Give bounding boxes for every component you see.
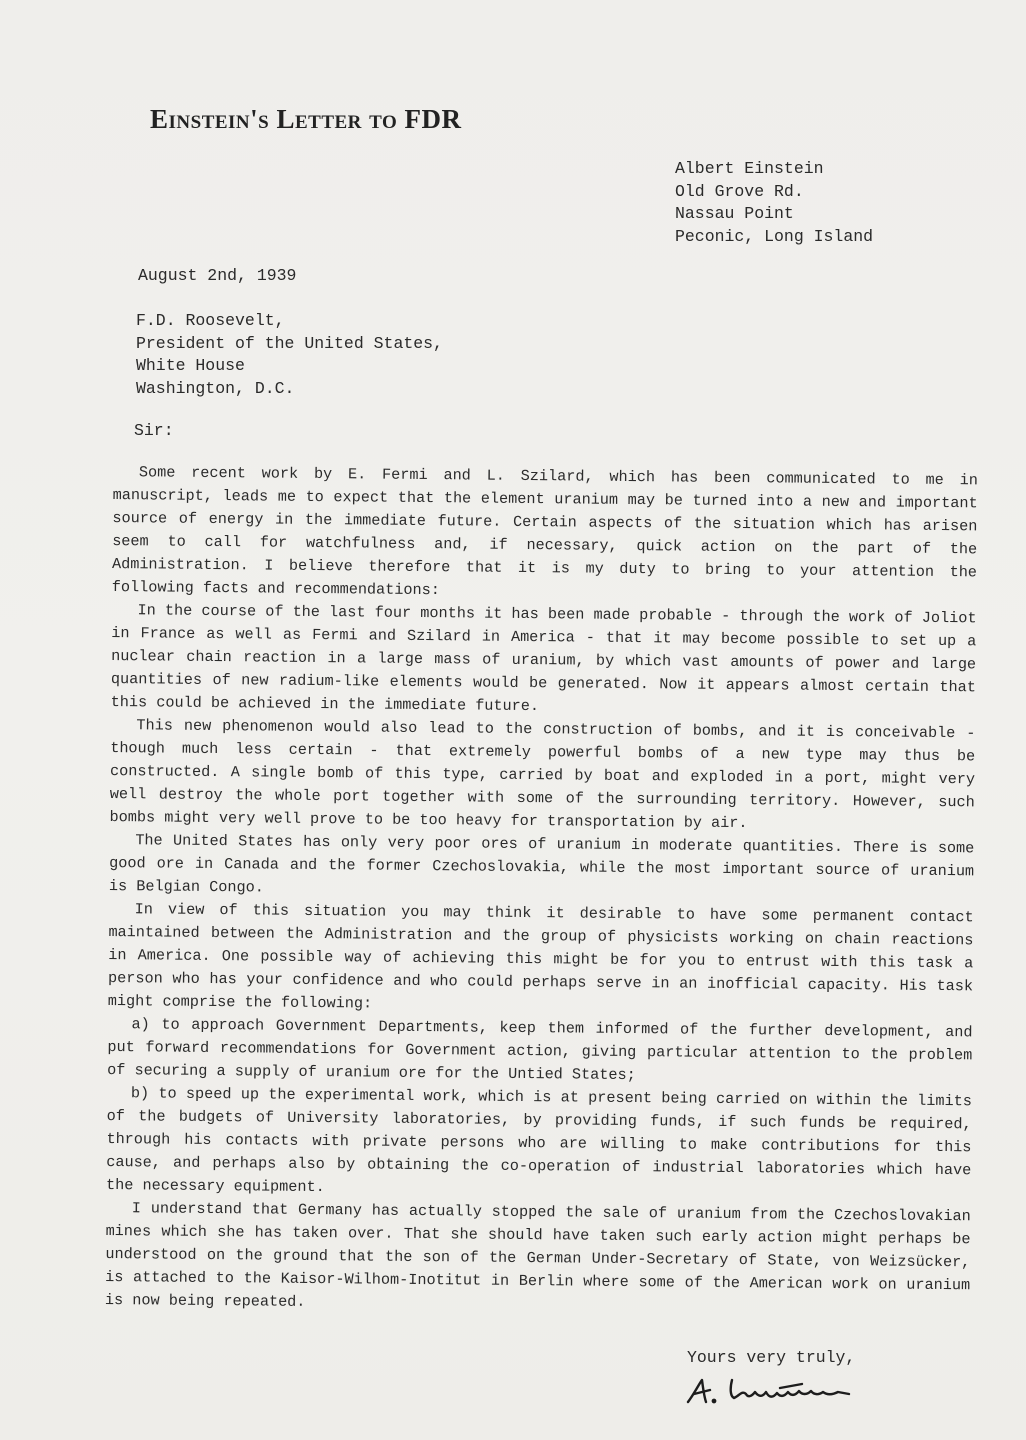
body-paragraph: In the course of the last four months it has been made probable - through the work of Joliot in France as well as Fermi and Szilard in America - that it may become possible to set up a nuclear chain reaction in a large mass of uranium, by which vast amounts of power and large quantities of new radium-like elements would be generated. Now it appears almost certain that this could be achieved in the immediate future. [110,601,977,716]
letter-date: August 2nd, 1939 [138,266,297,285]
signature-image [684,1372,854,1408]
recipient-name: F.D. Roosevelt, [136,311,285,330]
body-paragraph: The United States has only very poor ores of uranium in moderate quantities. There is some good ore in Canada and the former Czechoslovakia, while the most important source of uranium is Belgian Congo. [108,831,975,897]
body-paragraph: In view of this situation you may think it desirable to have some permanent contact maintained between the Administration and the group of physicists working on chain reactions in America. One possible way of achieving this might be for you to entrust with this task a person who has your confidence and who could perhaps serve in an inofficial capacity. His task might comprise the following: [107,900,974,1013]
body-paragraph: I understand that Germany has actually stopped the sale of uranium from the Czechoslovakian mines which she has taken over. That she should have taken such early action might perhaps be understood on the ground that the son of the German Under-Secretary of State, von Weizsücker, is attached to the Kaisor-Wilhom-Inotitut in Berlin where some of the American work on uranium is now being repeated. [104,1199,971,1311]
page-heading: Einstein's Letter to FDR [150,104,462,134]
body-paragraph: Some recent work by E. Fermi and L. Szilard, which has been communicated to me in manuscript, leads me to expect that the element uranium may be turned into a new and important source of energy in the immediate future. Certain aspects of the situation which has arisen seem to call for watchfulness and, if necessary, quick action on the part of the Administration. I believe therefore that it is my duty to bring to your attention the following facts and recommendations: [111,463,978,600]
closing: Yours very truly, [687,1348,856,1367]
salutation: Sir: [134,421,174,440]
sender-street: Old Grove Rd. [675,181,804,201]
sender-place: Nassau Point [675,204,794,223]
body-list-item: a) to approach Government Departments, keep them informed of the further development, and put forward recommendations for Government action, giving particular attention to the problem of securing a supply of uranium ore for the Untied States; [107,1015,973,1085]
body-paragraph: This new phenomenon would also lead to the construction of bombs, and it is conceivable - though much less certain - that extremely powerful bombs of a new type may thus be constructed. A single bomb of this type, carried by boat and exploded in a port, might very well destroy the whole port together with some of the surrounding territory. However, such bombs might very well prove to be too heavy for transportation by air. [109,716,976,833]
sender-address [675,158,873,248]
recipient-address [136,310,443,400]
letter-body [105,461,978,1320]
recipient-office: White House [136,356,245,375]
sender-town: Peconic, Long Island [675,226,874,246]
recipient-title: President of the United States, [136,333,443,353]
body-list-item: b) to speed up the experimental work, which is at present being carried on within the limits of the budgets of University laboratories, by providing funds, if such funds be required, through his contacts with private persons who are willing to make contributions for this cause, and perhaps also by obtaining the co-operation of industrial laboratories which have the necessary equipment. [105,1084,972,1197]
recipient-city: Washington, D.C. [136,378,295,398]
sender-name: Albert Einstein [675,159,824,178]
